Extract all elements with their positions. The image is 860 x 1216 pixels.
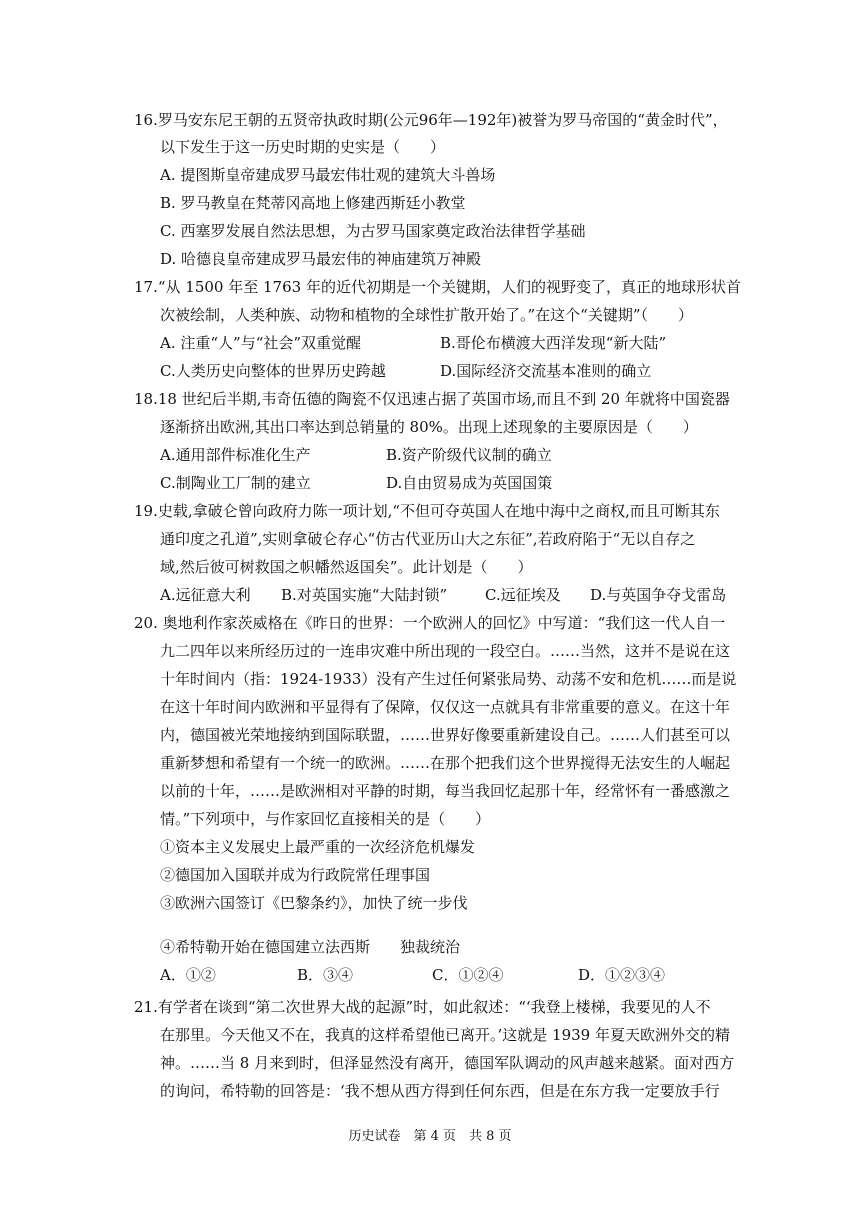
question-text: 十年时间内（指：1924-1933）没有产生过任何紧张局势、动荡不安和危机……而是说: [160, 670, 737, 688]
question-text: 16.罗马安东尼王朝的五贤帝执政时期(公元96年—192年)被誉为罗马帝国的“黄金时代”，: [134, 111, 728, 129]
question-text: 21.有学者在谈到“第二次世界大战的起源”时，如此叙述：“‘我登上楼梯，我要见的人不: [134, 998, 711, 1016]
question-text: 神。……当 8 月来到时，但泽显然没有离开，德国军队调动的风声越来越紧。面对西方: [160, 1054, 735, 1072]
question-text: 逐渐挤出欧洲,其出口率达到总销量的 80%。出现上述现象的主要原因是（ ）: [160, 418, 698, 436]
question-text: 内，德国被光荣地接纳到国际联盟，……世界好像要重新建设自己。……人们甚至可以: [160, 726, 731, 744]
option-b: B. 罗马教皇在梵蒂冈高地上修建西斯廷小教堂: [160, 194, 466, 212]
question-text: 在这十年时间内欧洲和平显得有了保障，仅仅这一点就具有非常重要的意义。在这十年: [160, 698, 731, 716]
question-text: 次被绘制，人类种族、动物和植物的全球性扩散开始了。”在这个“关键期”（ ）: [160, 306, 694, 324]
option-b: B.哥伦布横渡大西洋发现“新大陆”: [440, 334, 667, 352]
option-b: B.对英国实施“大陆封锁”: [281, 586, 448, 604]
question-text: 17.“从 1500 年至 1763 年的近代初期是一个关键期，人们的视野变了，真正的地球形状首: [134, 278, 741, 296]
option-d: D．①②③④: [578, 966, 666, 984]
question-text: 18.18 世纪后半期,韦奇伍德的陶瓷不仅迅速占据了英国市场,而且不到 20 年就将中国瓷器: [134, 390, 730, 408]
option-d: D. 哈德良皇帝建成罗马最宏伟的神庙建筑万神殿: [160, 250, 482, 268]
question-text: 重新梦想和希望有一个统一的欧洲。……在那个把我们这个世界搅得无法安生的人崛起: [160, 754, 731, 772]
statement-item: ④希特勒开始在德国建立法西斯 独裁统治: [160, 938, 461, 956]
option-d: D.与英国争夺戈雷岛: [590, 586, 727, 604]
question-text: 20. 奥地利作家茨威格在《昨日的世界：一个欧洲人的回忆》中写道：“我们这一代人自一: [134, 614, 726, 632]
question-text: 情。”下列项中，与作家回忆直接相关的是（ ）: [160, 810, 491, 828]
statement-item: ③欧洲六国签订《巴黎条约》，加快了统一步伐: [160, 894, 468, 912]
option-d: D.自由贸易成为英国国策: [386, 474, 553, 492]
question-text: 九二四年以来所经历过的一连串灾难中所出现的一段空白。……当然，这并不是说在这: [160, 642, 731, 660]
option-c: C. 西塞罗发展自然法思想，为古罗马国家奠定政治法律哲学基础: [160, 222, 586, 240]
option-c: C.远征埃及: [485, 586, 561, 604]
question-text: 以下发生于这一历史时期的史实是（ ）: [160, 138, 446, 156]
option-a: A. 注重“人”与“社会”双重觉醒: [160, 334, 362, 352]
page-footer: 历史试卷 第 4 页 共 8 页: [348, 1129, 512, 1144]
option-b: B.资产阶级代议制的确立: [386, 446, 552, 464]
question-text: 在那里。今天他又不在，我真的这样希望他已离开。’这就是 1939 年夏天欧洲外交的精: [160, 1026, 730, 1044]
option-c: C．①②④: [432, 966, 504, 984]
option-a: A. 提图斯皇帝建成罗马最宏伟壮观的建筑大斗兽场: [160, 166, 496, 184]
option-a: A.远征意大利: [160, 586, 251, 604]
statement-item: ②德国加入国联并成为行政院常任理事国: [160, 866, 431, 884]
option-d: D.国际经济交流基本准则的确立: [440, 362, 652, 380]
question-text: 19.史载,拿破仑曾向政府力陈一项计划,“不但可夺英国人在地中海中之商权,而且可断其东: [134, 502, 720, 520]
question-text: 的询问，希特勒的回答是：‘我不想从西方得到任何东西，但是在东方我一定要放手行: [160, 1082, 720, 1100]
option-c: C.制陶业工厂制的建立: [160, 474, 311, 492]
question-text: 域,然后彼可树救国之帜幡然返国矣”。此计划是（ ）: [160, 558, 533, 576]
question-text: 通印度之孔道”,实则拿破仑存心“仿古代亚历山大之东征”,若政府陷于“无以自存之: [160, 530, 696, 548]
option-a: A.通用部件标准化生产: [160, 446, 311, 464]
question-text: 以前的十年，……是欧洲相对平静的时期，每当我回忆起那十年，经常怀有一番感激之: [160, 782, 731, 800]
option-b: B．③④: [297, 966, 354, 984]
option-a: A．①②: [160, 966, 216, 984]
statement-item: ①资本主义发展史上最严重的一次经济危机爆发: [160, 838, 476, 856]
option-c: C.人类历史向整体的世界历史跨越: [160, 362, 386, 380]
